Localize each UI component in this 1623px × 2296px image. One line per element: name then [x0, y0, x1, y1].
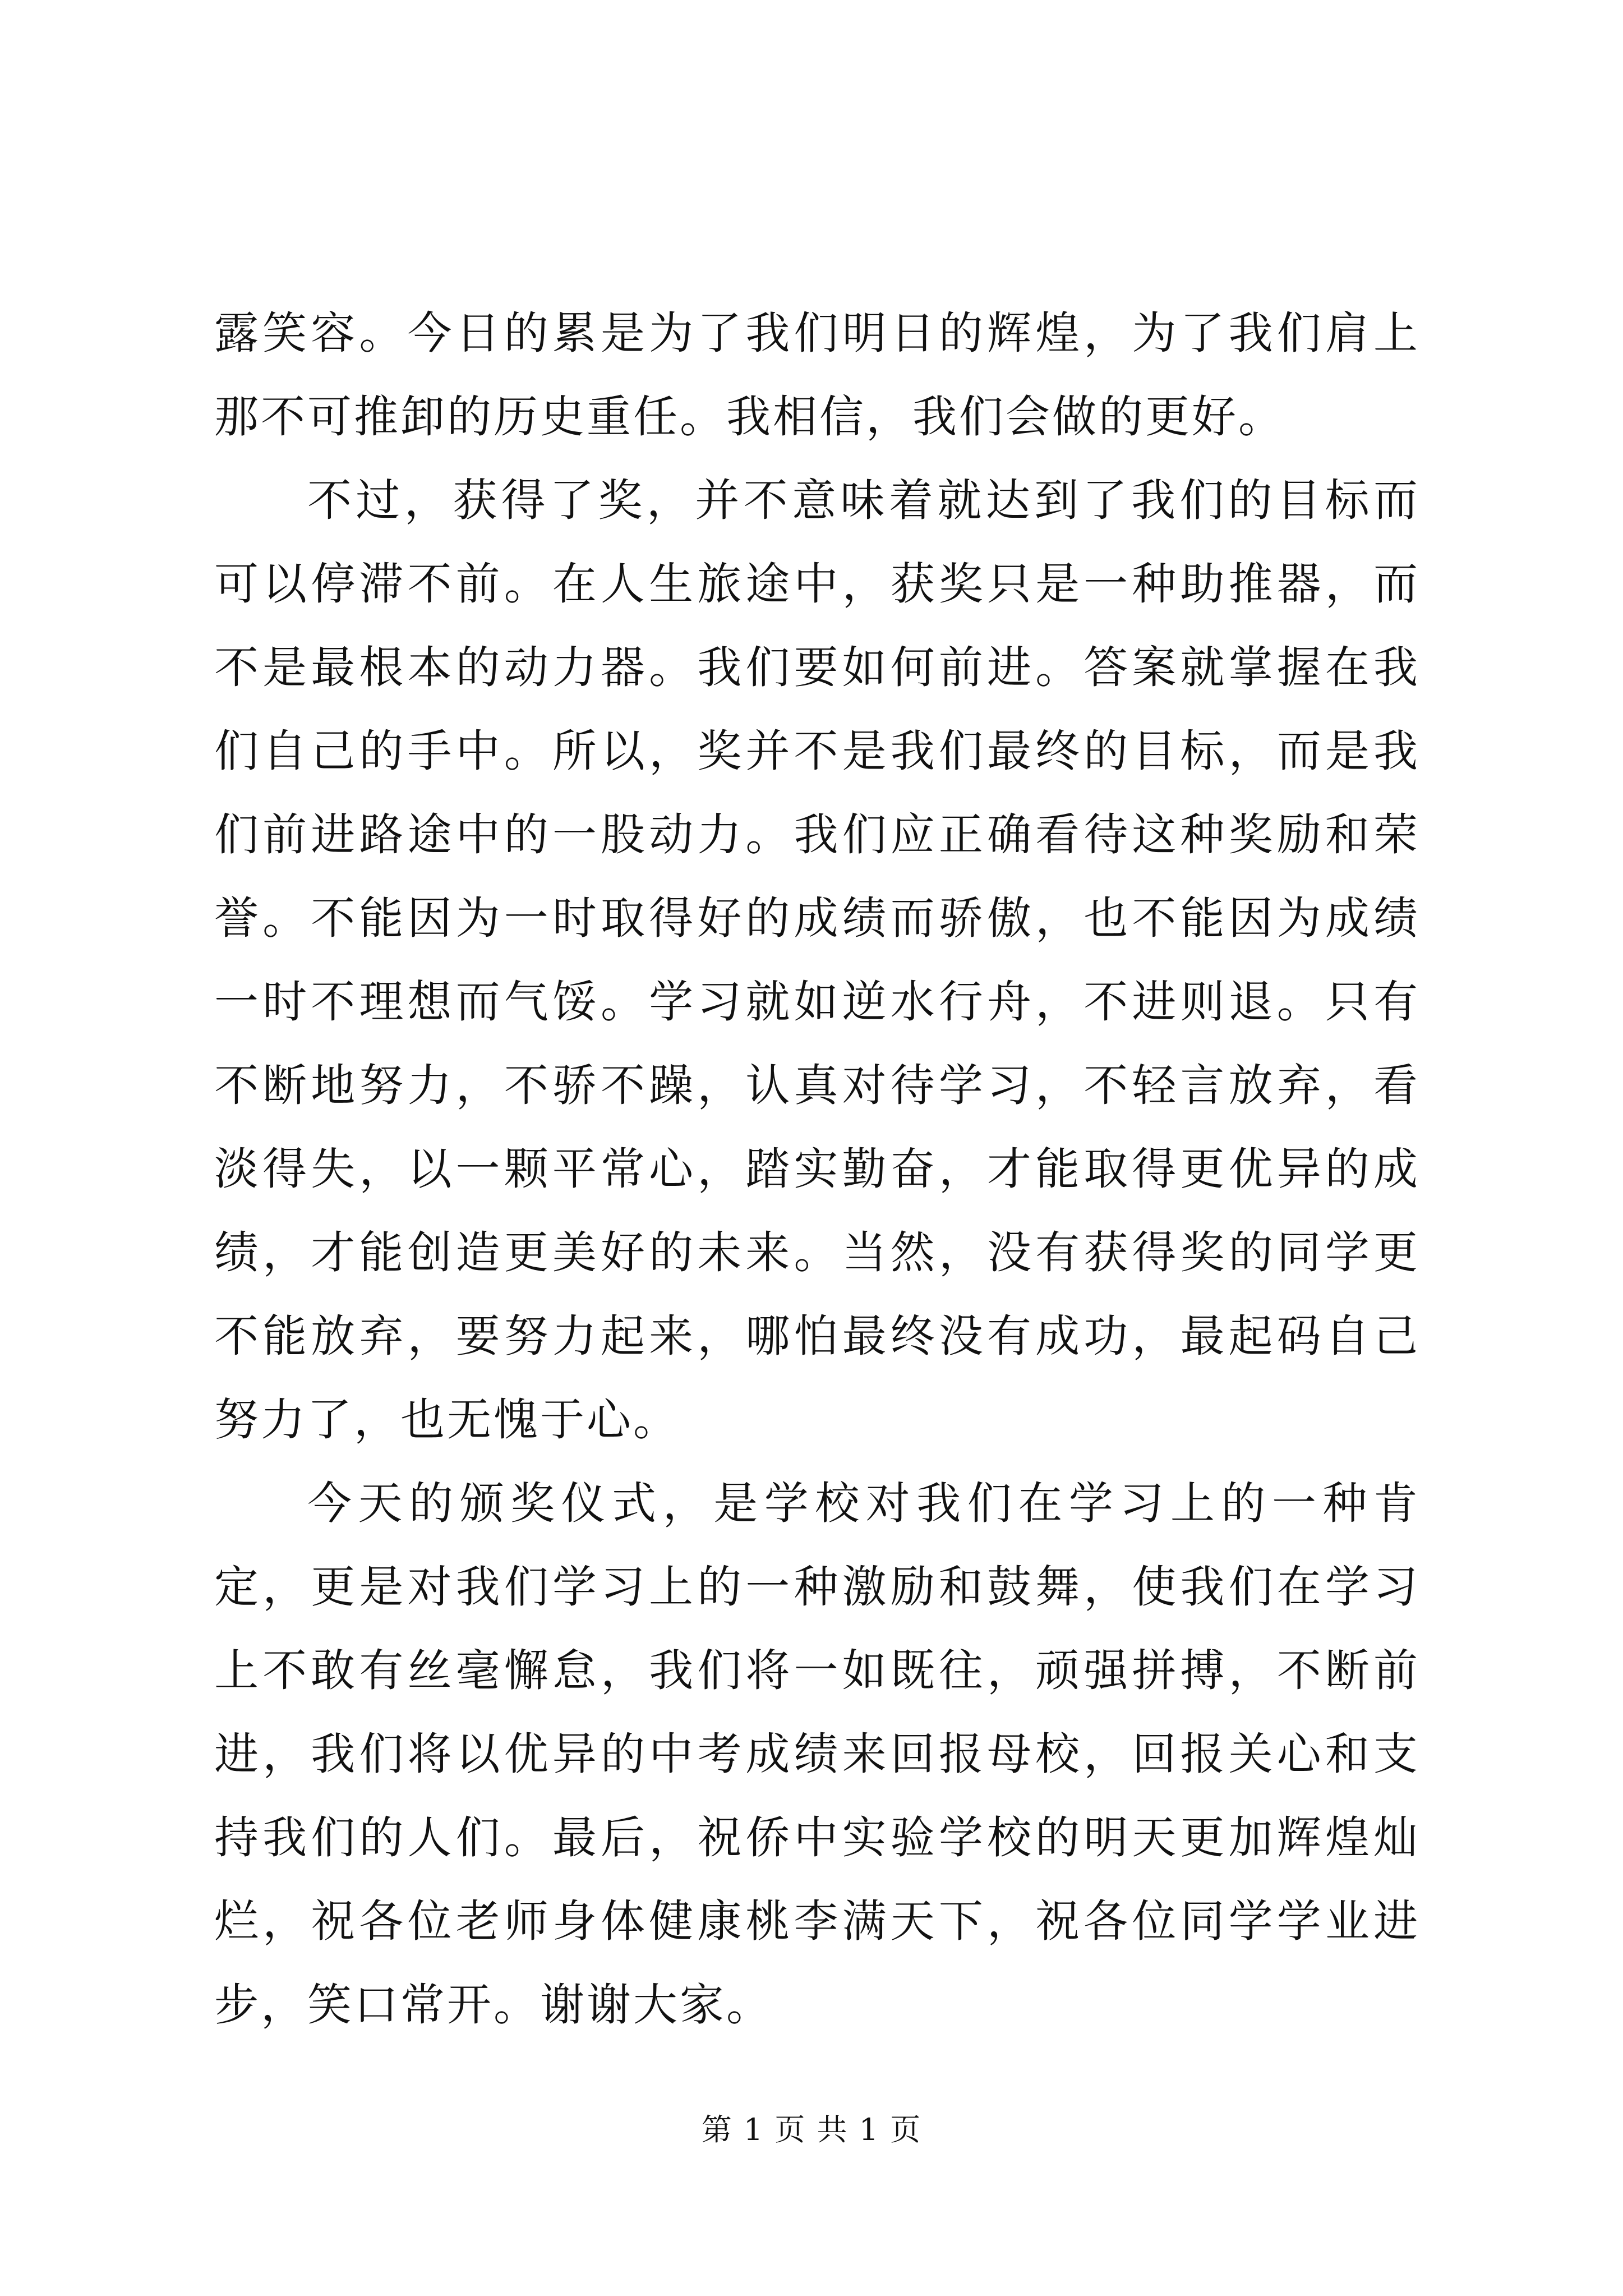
paragraph-2: 不过，获得了奖，并不意味着就达到了我们的目标而可以停滞不前。在人生旅途中，获奖只是一种助推器，而不是最根本的动力器。我们要如何前进。答案就掌握在我们自己的手中。所以，奖并不是我们最终的目标，而是我们前进路途中的一股动力。我们应正确看待这种奖励和荣誉。不能因为一时取得好的成绩而骄傲，也不能因为成绩一时不理想而气馁。学习就如逆水行舟，不进则退。只有不断地努力，不骄不躁，认真对待学习，不轻言放弃，看淡得失，以一颗平常心，踏实勤奋，才能取得更优异的成绩，才能创造更美好的未来。当然，没有获得奖的同学更不能放弃，要努力起来，哪怕最终没有成功，最起码自己努力了，也无愧于心。: [214, 475, 1420, 1446]
paragraph-1: 露笑容。今日的累是为了我们明日的辉煌，为了我们肩上那不可推卸的历史重任。我相信，我们会做的更好。: [214, 307, 1420, 443]
document-body: [214, 292, 1420, 2047]
paragraph-3: 今天的颁奖仪式，是学校对我们在学习上的一种肯定，更是对我们学习上的一种激励和鼓舞，使我们在学习上不敢有丝毫懈怠，我们将一如既往，顽强拼搏，不断前进，我们将以优异的中考成绩来回报母校，回报关心和支持我们的人们。最后，祝侨中实验学校的明天更加辉煌灿烂，祝各位老师身体健康桃李满天下，祝各位同学学业进步，笑口常开。谢谢大家。: [214, 1478, 1420, 2031]
page-footer: 第 1 页 共 1 页: [701, 2112, 922, 2147]
